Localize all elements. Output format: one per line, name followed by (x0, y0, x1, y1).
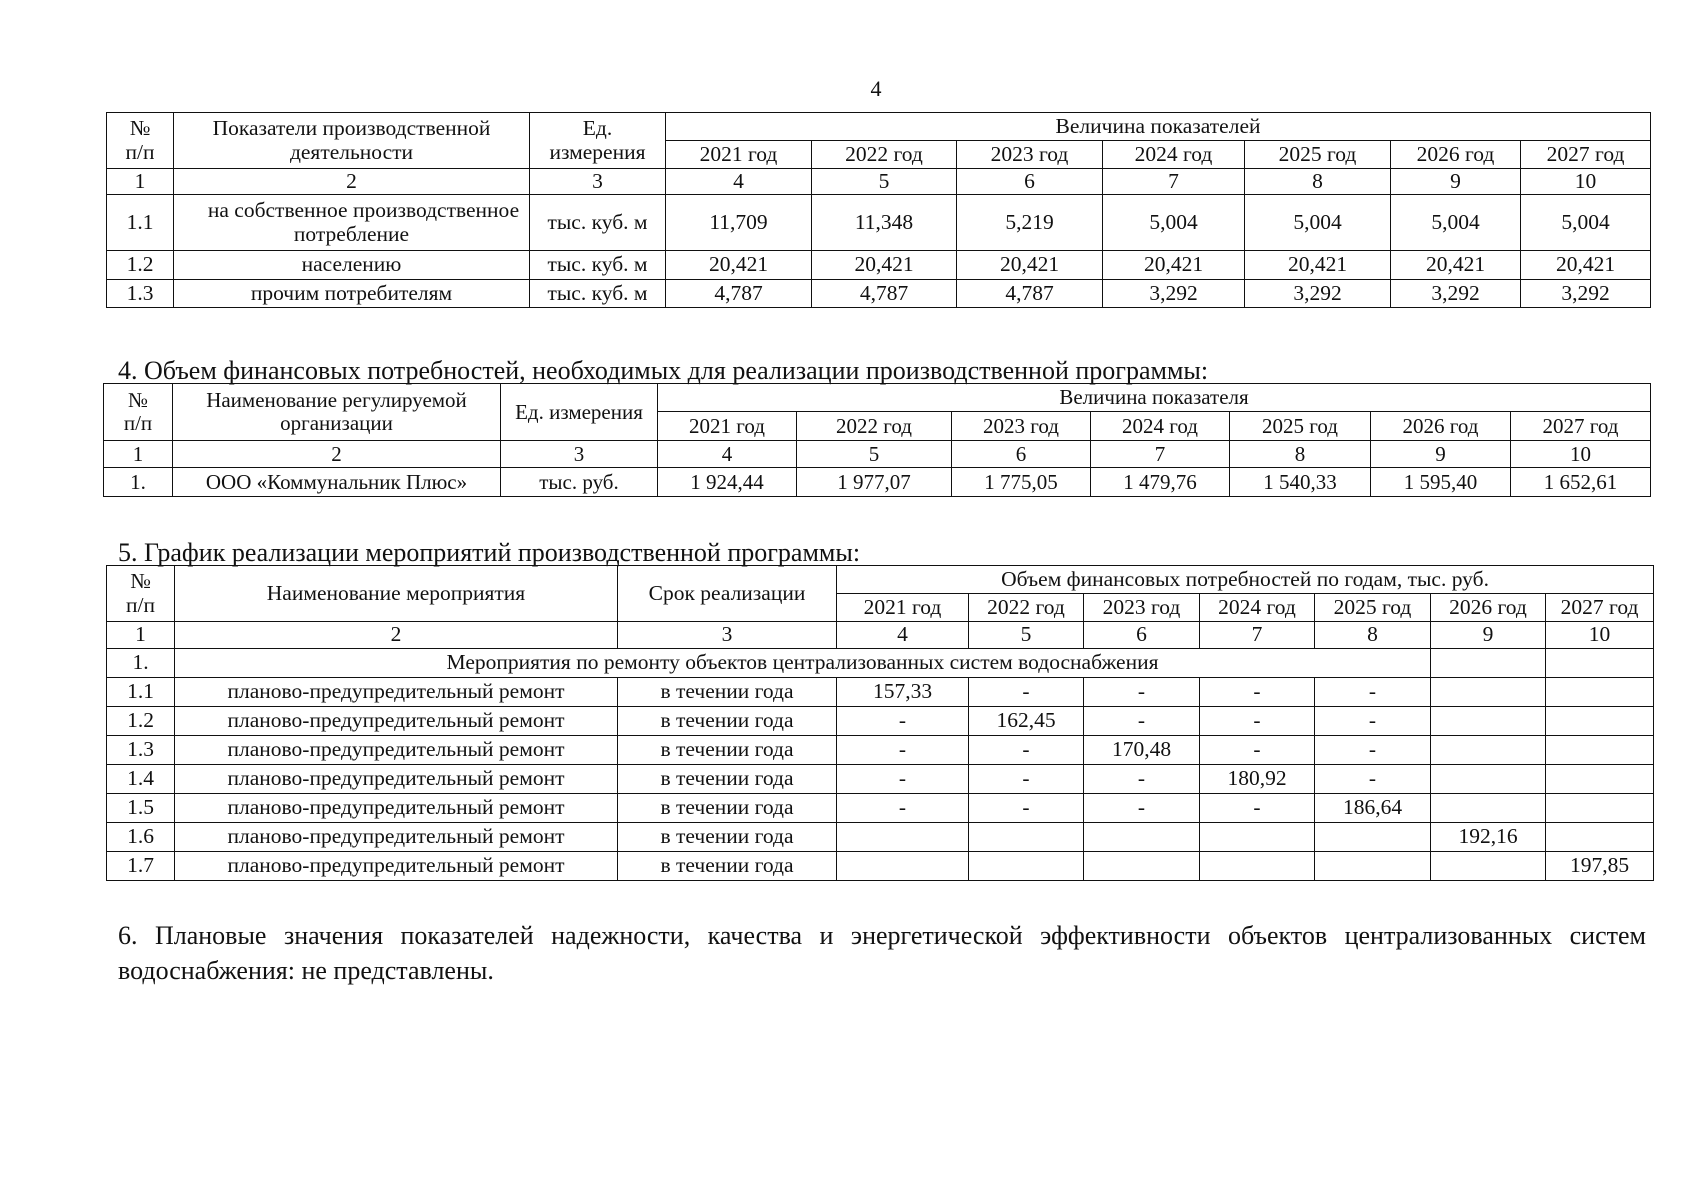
year-header: 2025 год (1315, 594, 1431, 622)
year-header: 2022 год (812, 141, 957, 169)
row-name: планово-предупредительный ремонт (175, 823, 618, 852)
row-term: в течении года (618, 852, 837, 881)
row-value: 5,004 (1521, 195, 1651, 251)
header-indicator: Показатели производственной деятельности (174, 113, 530, 169)
section-5-title: 5. График реализации мероприятий производственной программы: (118, 538, 861, 567)
header-unit: Ед. измерения (501, 384, 658, 441)
row-value (1084, 823, 1200, 852)
row-value: 186,64 (1315, 794, 1431, 823)
year-header: 2026 год (1391, 141, 1521, 169)
row-term: в течении года (618, 678, 837, 707)
row-value: 1 775,05 (952, 468, 1091, 497)
table-row (107, 852, 1654, 881)
row-num: 1.4 (107, 765, 175, 794)
col-number: 2 (173, 441, 501, 468)
year-header: 2024 год (1091, 412, 1230, 441)
row-value: 1 977,07 (797, 468, 952, 497)
row-value: 1 540,33 (1230, 468, 1371, 497)
row-name: планово-предупредительный ремонт (175, 736, 618, 765)
row-value: 3,292 (1391, 280, 1521, 308)
year-header: 2021 год (658, 412, 797, 441)
col-number: 6 (1084, 622, 1200, 649)
col-number: 6 (957, 169, 1103, 195)
row-value (1431, 852, 1546, 881)
row-value (1431, 736, 1546, 765)
row-term: в течении года (618, 765, 837, 794)
header-num: № п/п (107, 113, 174, 169)
row-name: планово-предупредительный ремонт (175, 678, 618, 707)
row-value: - (969, 794, 1084, 823)
row-value (1546, 794, 1654, 823)
row-name: на собственное производственное потребление (174, 195, 530, 251)
year-header: 2024 год (1200, 594, 1315, 622)
row-value (1546, 736, 1654, 765)
col-number: 4 (658, 441, 797, 468)
row-value: 20,421 (1391, 251, 1521, 280)
col-number: 7 (1200, 622, 1315, 649)
table-header-row (104, 384, 1651, 412)
row-value (1546, 823, 1654, 852)
row-value: 20,421 (1521, 251, 1651, 280)
header-name: Наименование регулируемой организации (173, 384, 501, 441)
empty-cell (1431, 649, 1546, 678)
col-number: 1 (104, 441, 173, 468)
row-value (1431, 765, 1546, 794)
col-number: 6 (952, 441, 1091, 468)
row-value: 20,421 (812, 251, 957, 280)
row-value: 4,787 (666, 280, 812, 308)
row-name: планово-предупредительный ремонт (175, 794, 618, 823)
table-header-row (107, 113, 1651, 141)
row-value: 3,292 (1521, 280, 1651, 308)
year-header: 2025 год (1230, 412, 1371, 441)
row-value: - (1200, 707, 1315, 736)
financial-needs-table (103, 383, 1651, 497)
row-value: 170,48 (1084, 736, 1200, 765)
row-value: 1 924,44 (658, 468, 797, 497)
row-name: населению (174, 251, 530, 280)
row-value (1431, 707, 1546, 736)
col-number: 9 (1371, 441, 1511, 468)
group-num: 1. (107, 649, 175, 678)
row-value: - (1084, 794, 1200, 823)
schedule-table (106, 565, 1654, 881)
row-value: - (1200, 794, 1315, 823)
row-num: 1.7 (107, 852, 175, 881)
row-name: планово-предупредительный ремонт (175, 765, 618, 794)
year-header: 2023 год (952, 412, 1091, 441)
header-num: № п/п (107, 566, 175, 622)
row-value (1200, 852, 1315, 881)
row-num: 1.3 (107, 736, 175, 765)
row-num: 1.2 (107, 707, 175, 736)
col-number: 4 (837, 622, 969, 649)
row-name: прочим потребителям (174, 280, 530, 308)
row-name: ООО «Коммунальник Плюс» (173, 468, 501, 497)
col-number: 5 (797, 441, 952, 468)
table-row (107, 823, 1654, 852)
year-header: 2025 год (1245, 141, 1391, 169)
row-value: 20,421 (1245, 251, 1391, 280)
year-header: 2023 год (957, 141, 1103, 169)
row-value: - (1200, 678, 1315, 707)
row-value: - (1084, 707, 1200, 736)
table-row (107, 678, 1654, 707)
row-name: планово-предупредительный ремонт (175, 707, 618, 736)
table-row (107, 251, 1651, 280)
row-value (1546, 678, 1654, 707)
year-header: 2024 год (1103, 141, 1245, 169)
empty-cell (1546, 649, 1654, 678)
year-header: 2027 год (1511, 412, 1651, 441)
header-num: № п/п (104, 384, 173, 441)
section-4-title: 4. Объем финансовых потребностей, необходимых для реализации производственной программы: (118, 356, 1209, 385)
column-number-row (107, 622, 1654, 649)
col-number: 8 (1230, 441, 1371, 468)
row-value (1315, 852, 1431, 881)
row-value: 20,421 (1103, 251, 1245, 280)
year-header: 2023 год (1084, 594, 1200, 622)
row-term: в течении года (618, 707, 837, 736)
col-number: 9 (1431, 622, 1546, 649)
col-number: 3 (618, 622, 837, 649)
year-header: 2027 год (1546, 594, 1654, 622)
table-header-row (107, 566, 1654, 594)
page-number: 4 (870, 76, 882, 101)
col-number: 4 (666, 169, 812, 195)
row-value: 1 595,40 (1371, 468, 1511, 497)
production-indicators-table (106, 112, 1651, 308)
row-value: - (837, 707, 969, 736)
col-number: 7 (1091, 441, 1230, 468)
col-number: 10 (1521, 169, 1651, 195)
row-value: - (1315, 765, 1431, 794)
row-value (1546, 765, 1654, 794)
group-row (107, 649, 1654, 678)
year-header: 2022 год (969, 594, 1084, 622)
row-unit: тыс. куб. м (530, 251, 666, 280)
column-number-row (104, 441, 1651, 468)
col-number: 1 (107, 169, 174, 195)
row-value: 192,16 (1431, 823, 1546, 852)
row-unit: тыс. руб. (501, 468, 658, 497)
row-num: 1.1 (107, 678, 175, 707)
row-num: 1.3 (107, 280, 174, 308)
row-name: планово-предупредительный ремонт (175, 852, 618, 881)
row-value: 20,421 (666, 251, 812, 280)
col-number: 10 (1511, 441, 1651, 468)
row-value: - (837, 736, 969, 765)
col-number: 3 (501, 441, 658, 468)
row-value: 5,004 (1103, 195, 1245, 251)
col-number: 5 (969, 622, 1084, 649)
row-value: 197,85 (1546, 852, 1654, 881)
group-name: Мероприятия по ремонту объектов централизованных систем водоснабжения (175, 649, 1431, 678)
row-value (837, 852, 969, 881)
row-value (1315, 823, 1431, 852)
header-term: Срок реализации (618, 566, 837, 622)
row-value: 157,33 (837, 678, 969, 707)
col-number: 9 (1391, 169, 1521, 195)
col-number: 1 (107, 622, 175, 649)
col-number: 10 (1546, 622, 1654, 649)
row-num: 1.6 (107, 823, 175, 852)
col-number: 8 (1315, 622, 1431, 649)
row-value: 162,45 (969, 707, 1084, 736)
col-number: 7 (1103, 169, 1245, 195)
table-row (107, 195, 1651, 251)
row-term: в течении года (618, 823, 837, 852)
row-value: 4,787 (957, 280, 1103, 308)
header-values-title: Величина показателей (666, 113, 1651, 141)
row-value: 1 479,76 (1091, 468, 1230, 497)
row-num: 1.5 (107, 794, 175, 823)
row-value: - (1084, 678, 1200, 707)
row-value: 5,004 (1245, 195, 1391, 251)
row-value (969, 852, 1084, 881)
row-value: - (969, 678, 1084, 707)
row-value: - (1315, 736, 1431, 765)
col-number: 2 (174, 169, 530, 195)
header-name: Наименование мероприятия (175, 566, 618, 622)
row-value (1200, 823, 1315, 852)
row-value (1546, 707, 1654, 736)
table-row (107, 280, 1651, 308)
table-row (107, 765, 1654, 794)
row-value (1431, 794, 1546, 823)
row-unit: тыс. куб. м (530, 280, 666, 308)
row-value: 180,92 (1200, 765, 1315, 794)
row-value: - (837, 765, 969, 794)
row-value (837, 823, 969, 852)
row-num: 1.1 (107, 195, 174, 251)
col-number: 2 (175, 622, 618, 649)
header-values-title: Величина показателя (658, 384, 1651, 412)
year-header: 2026 год (1371, 412, 1511, 441)
row-value (1084, 852, 1200, 881)
row-value: 3,292 (1103, 280, 1245, 308)
row-value (969, 823, 1084, 852)
row-value: - (1315, 707, 1431, 736)
row-value: - (837, 794, 969, 823)
table-row (107, 736, 1654, 765)
row-num: 1. (104, 468, 173, 497)
year-header: 2026 год (1431, 594, 1546, 622)
table-row (107, 794, 1654, 823)
row-unit: тыс. куб. м (530, 195, 666, 251)
row-term: в течении года (618, 736, 837, 765)
table-row (107, 707, 1654, 736)
row-value: - (1084, 765, 1200, 794)
row-value: - (969, 736, 1084, 765)
row-value: 1 652,61 (1511, 468, 1651, 497)
header-values-title: Объем финансовых потребностей по годам, тыс. руб. (837, 566, 1654, 594)
row-value: 11,348 (812, 195, 957, 251)
row-value (1431, 678, 1546, 707)
row-value: - (969, 765, 1084, 794)
table-row (104, 468, 1651, 497)
year-header: 2021 год (666, 141, 812, 169)
col-number: 5 (812, 169, 957, 195)
row-term: в течении года (618, 794, 837, 823)
row-value: 5,004 (1391, 195, 1521, 251)
row-value: 11,709 (666, 195, 812, 251)
year-header: 2021 год (837, 594, 969, 622)
section-6-text: 6. Плановые значения показателей надежности, качества и энергетической эффективности объектов централизованных систем водоснабжения: не представлены. (118, 921, 1646, 985)
column-number-row (107, 169, 1651, 195)
row-value: 5,219 (957, 195, 1103, 251)
row-value: 3,292 (1245, 280, 1391, 308)
year-header: 2027 год (1521, 141, 1651, 169)
row-value: 4,787 (812, 280, 957, 308)
row-value: 20,421 (957, 251, 1103, 280)
col-number: 3 (530, 169, 666, 195)
header-unit: Ед. измерения (530, 113, 666, 169)
row-value: - (1200, 736, 1315, 765)
row-value: - (1315, 678, 1431, 707)
row-num: 1.2 (107, 251, 174, 280)
year-header: 2022 год (797, 412, 952, 441)
col-number: 8 (1245, 169, 1391, 195)
